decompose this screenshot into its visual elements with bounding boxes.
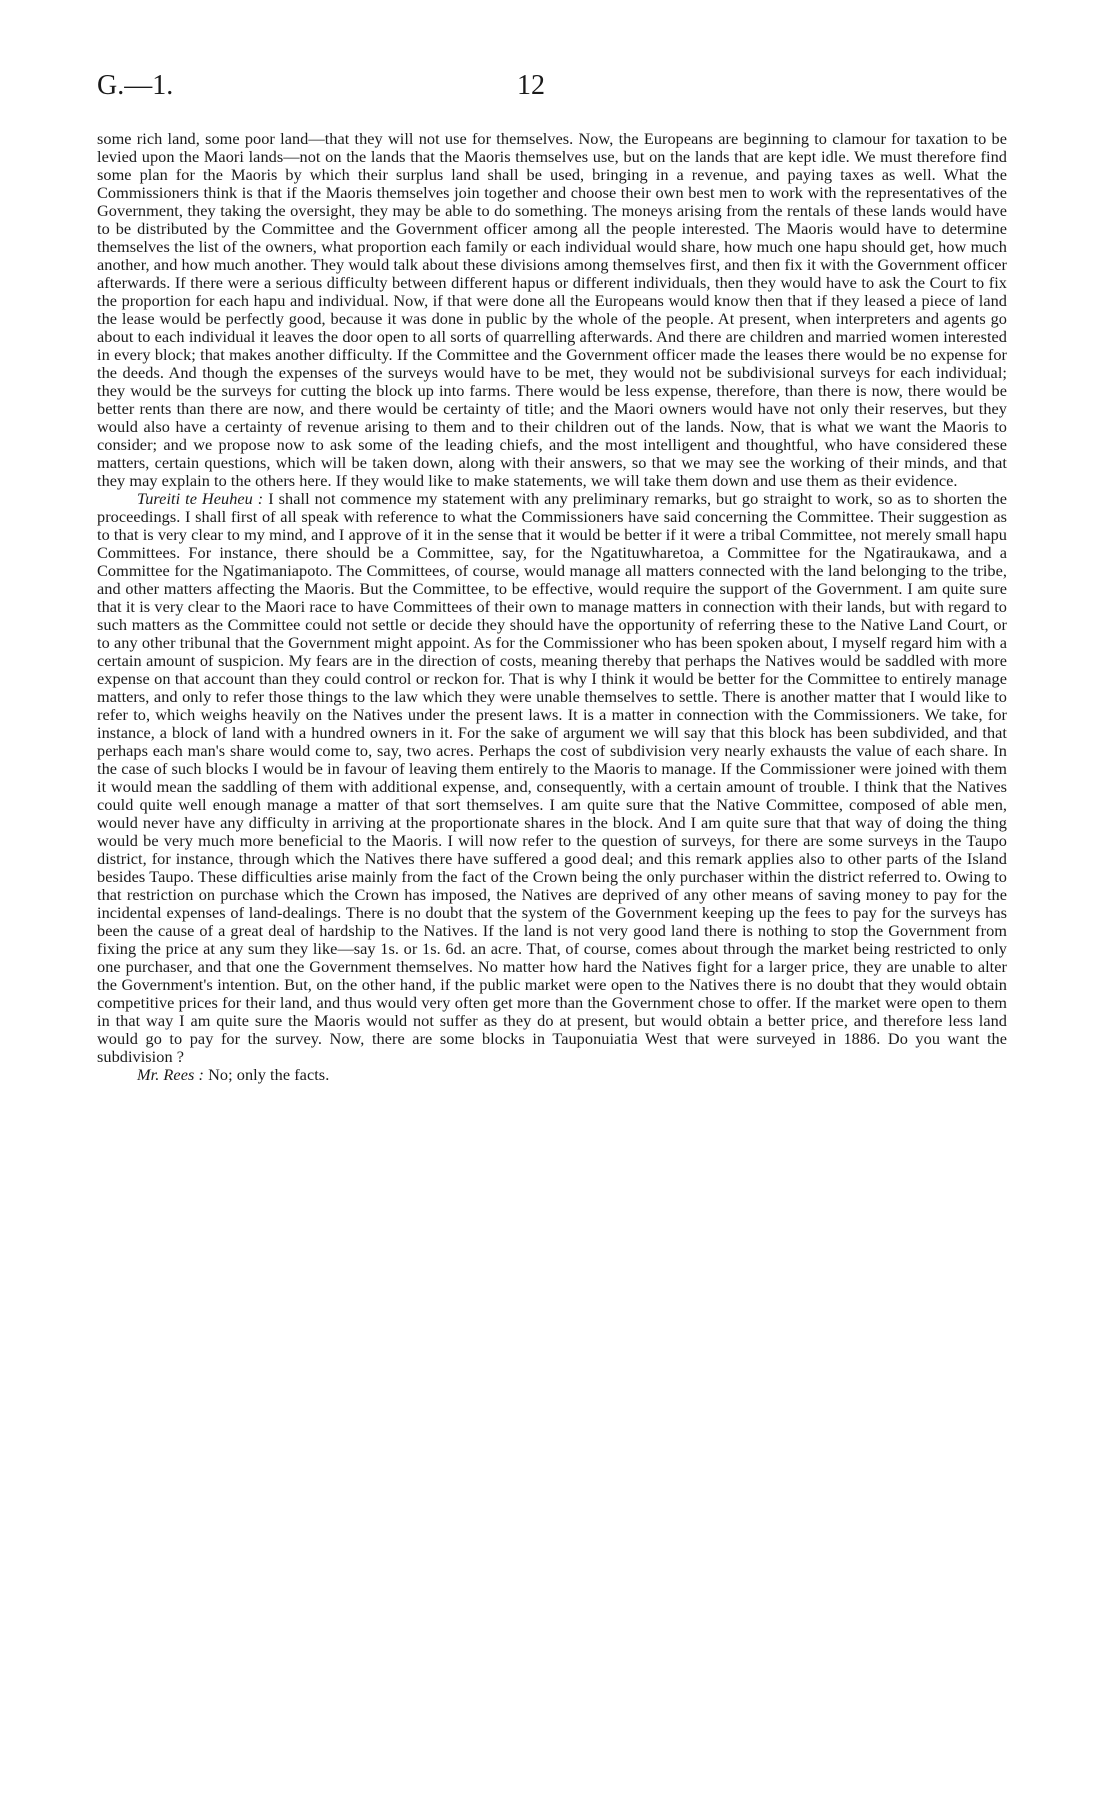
paragraph-commissioners-remarks: [97, 130, 1007, 490]
paragraph-rees-reply: [97, 1066, 1007, 1084]
document-id: G.—1.: [97, 70, 174, 101]
paragraph-tureiti-statement: [97, 490, 1007, 1066]
speaker-name: Mr. Rees :: [137, 1065, 204, 1084]
speaker-name: Tureiti te Heuheu :: [137, 489, 264, 508]
page-header: [97, 70, 1007, 110]
paragraph-text: No; only the facts.: [208, 1065, 330, 1084]
body-text: [97, 130, 1007, 1084]
paragraph-text: I shall not commence my statement with any preliminary remarks, but go straight to work, so as to shorten the proceedings. I shall first of all speak with reference to what the Commissioners have said concerning the Committee. Their suggestion as to that is very clear to my mind, and I approve of it in the sense that it would be better if it were a tribal Committee, not merely small hapu Committees. For instance, there should be a Committee, say, for the Ngatituwharetoa, a Committee for the Ngatiraukawa, and a Committee for the Ngatimaniapoto. The Committees, of course, would manage all matters connected with the land belonging to the tribe, and other matters affecting the Maoris. But the Committee, to be effective, would require the support of the Government. I am quite sure that it is very clear to the Maori race to have Committees of their own to manage matters in connection with their lands, but with regard to such matters as the Committee could not settle or decide they should have the opportunity of referring these to the Native Land Court, or to any other tribunal that the Government might appoint. As for the Commissioner who has been spoken about, I myself regard him with a certain amount of suspicion. My fears are in the direction of costs, meaning thereby that perhaps the Natives would be saddled with more expense on that account than they could control or reckon for. That is why I think it would be better for the Committee to entirely manage matters, and only to refer those things to the law which they were unable themselves to settle. There is another matter that I would like to refer to, which weighs heavily on the Natives under the present laws. It is a matter in connection with the Commissioners. We take, for instance, a block of land with a hundred owners in it. For the sake of argument we will say that this block has been subdivided, and that perhaps each man's share would come to, say, two acres. Perhaps the cost of subdivision very nearly exhausts the value of each share. In the case of such blocks I would be in favour of leaving them entirely to the Maoris to manage. If the Commissioner were joined with them it would mean the saddling of them with additional expense, and, consequently, with a certain amount of trouble. I think that the Natives could quite well enough manage a matter of that sort themselves. I am quite sure that the Native Committee, composed of able men, would never have any difficulty in arriving at the proportionate shares in the block. And I am quite sure that that way of doing the thing would be very much more beneficial to the Maoris. I will now refer to the question of surveys, for there are some surveys in the Taupo district, for instance, through which the Natives there have suffered a good deal; and this remark applies also to other parts of the Island besides Taupo. These difficulties arise mainly from the fact of the Crown being the only purchaser within the district referred to. Owing to that restriction on purchase which the Crown has imposed, the Natives are deprived of any other means of saving money to pay for the incidental expenses of land-dealings. There is no doubt that the system of the Government keeping up the fees to pay for the surveys has been the cause of a great deal of hardship to the Natives. If the land is not very good land there is nothing to stop the Government from fixing the price at any sum they like—say 1s. or 1s. 6d. an acre. That, of course, comes about through the market being restricted to only one purchaser, and that one the Government themselves. No matter how hard the Natives fight for a larger price, they are unable to alter the Government's intention. But, on the other hand, if the public market were open to the Natives there is no doubt that they would obtain competitive prices for their land, and thus would very often get more than the Government chose to offer. If the market were open to them in that way I am quite sure the Maoris would not suffer as they do at present, but would obtain a better price, and therefore less land would go to pay for the survey. Now, there are some blocks in Tauponuiatia West that were surveyed in 1886. Do you want the subdivision ?: [97, 489, 1007, 1066]
paragraph-text: some rich land, some poor land—that they will not use for themselves. Now, the Europeans are beginning to clamour for taxation to be levied upon the Maori lands—not on the lands that the Maoris themselves use, but on the lands that are kept idle. We must therefore find some plan for the Maoris by which their surplus land shall be used, bringing in a revenue, and paying taxes as well. What the Commissioners think is that if the Maoris themselves join together and choose their own best men to work with the representatives of the Government, they taking the oversight, they may be able to do something. The moneys arising from the rentals of these lands would have to be distributed by the Committee and the Government officer among all the people interested. The Maoris would have to determine themselves the list of the owners, what proportion each family or each individual would share, how much one hapu should get, how much another, and how much another. They would talk about these divisions among themselves first, and then fix it with the Government officer afterwards. If there were a serious difficulty between different hapus or different individuals, then they would have to ask the Court to fix the proportion for each hapu and individual. Now, if that were done all the Europeans would know then that if they leased a piece of land the lease would be perfectly good, because it was done in public by the whole of the people. At present, when interpreters and agents go about to each individual it leaves the door open to all sorts of quarrelling afterwards. And there are children and married women interested in every block; that makes another difficulty. If the Committee and the Government officer made the leases there would be no expense for the deeds. And though the expenses of the surveys would have to be met, they would not be subdivisional surveys for each individual; they would be the surveys for cutting the block up into farms. There would be less expense, therefore, than there is now, there would be better rents than there are now, and there would be certainty of title; and the Maori owners would have not only their reserves, but they would also have a certainty of revenue arising to them and to their children out of the lands. Now, that is what we want the Maoris to consider; and we propose now to ask some of the leading chiefs, and the most intelligent and thoughtful, who have considered these matters, certain questions, which will be taken down, along with their answers, so that we may see the working of their minds, and that they may explain to the others here. If they would like to make statements, we will take them down and use them as their evidence.: [97, 129, 1007, 490]
page-number: 12: [517, 70, 545, 101]
